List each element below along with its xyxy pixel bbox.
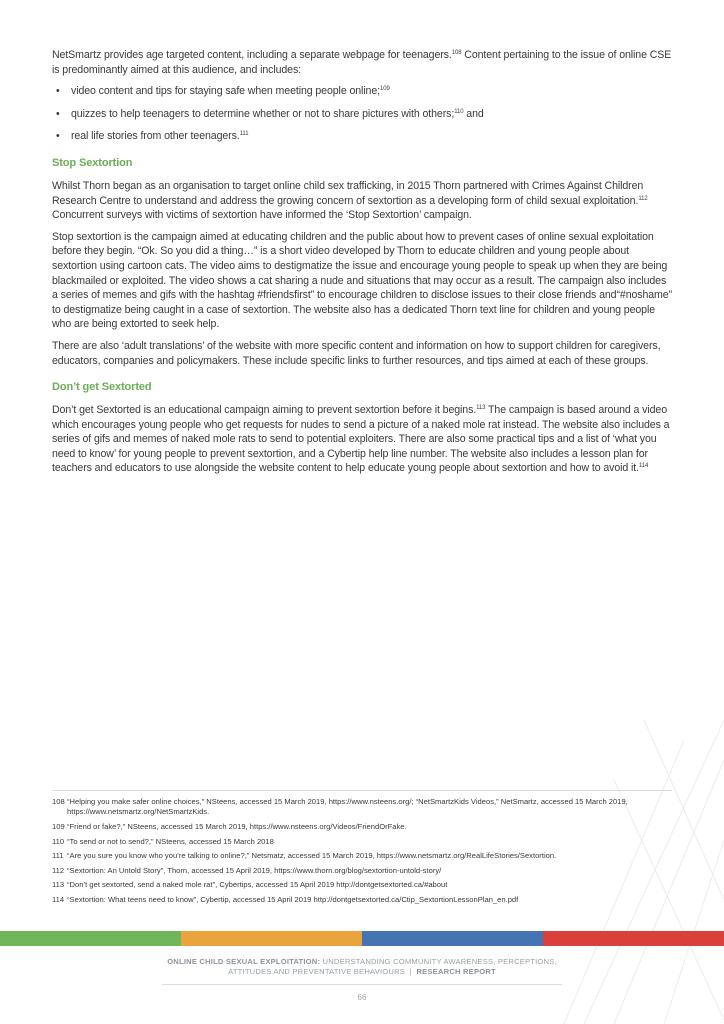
paragraph: Don’t get Sextorted is an educational campaign aiming to prevent sextortion before it begins.$^{113}$ The campaign is based around a video which encourages young people who get requests for nudes to send a picture of a naked mole rat instead. The website also includes a series of gifs and memes of naked mole rats to send to potential exploiters. There are also some practical tips and a list of ‘what you need to know’ for young people to prevent sextortion, and a Cybertip help line number. The website also includes a lesson plan for teachers and educators to use alongside the website content to help educate young people about sextortion and how to avoid it.$^{114}$ bbox=[52, 404, 670, 475]
running-footer: ONLINE CHILD SEXUAL EXPLOITATION: UNDERSTANDING COMMUNITY AWARENESS, PERCEPTIONS, ATTITUDES AND PREVENTATIVE BEHAVIOURS | RESEARCH REPORT bbox=[167, 957, 557, 976]
color-bar-green bbox=[0, 931, 181, 946]
page-number: 66 bbox=[357, 993, 367, 1002]
color-bar-blue bbox=[362, 931, 543, 946]
main-content bbox=[52, 48, 672, 483]
list-item: • real life stories from other teenagers.$^{111}$ bbox=[52, 129, 672, 144]
section-heading-dont-get-sextorted: Don’t get Sextorted bbox=[52, 381, 152, 394]
footnote: 109 “Friend or fake?,” NSteens, accessed 15 March 2019, https://www.nsteens.org/Videos/FriendOrFake. bbox=[52, 822, 407, 831]
list-item: • quizzes to help teenagers to determine whether or not to share pictures with others;$^{110}$ and bbox=[52, 107, 672, 122]
color-bar bbox=[0, 931, 724, 946]
paragraph: There are also ‘adult translations’ of the website with more specific content and information on how to support children for caregivers, educators, companies and policymakers. These include specific links to further resources, and tips aimed at each of these groups. bbox=[52, 339, 661, 367]
footnote: 111 “Are you sure you know who you’re talking to online?,” Netsmatz, accessed 15 March 2019, https://www.netsmartz.org/RealLifeStories/Sextortion. bbox=[52, 851, 557, 861]
color-bar-red bbox=[543, 931, 724, 946]
footnote: 113 “Don’t get sextorted, send a naked mole rat”, Cybertips, accessed 15 April 2019 http://dontgetsextorted.ca/#about bbox=[52, 880, 448, 890]
footnote: 114 “Sextortion: What teens need to know”, Cybertip, accessed 15 April 2019 http://dontgetsextorted.ca/Ctip_SextortionLessonPlan_en.pdf bbox=[52, 894, 519, 904]
color-bar-orange bbox=[181, 931, 362, 946]
feature-list bbox=[52, 84, 672, 144]
list-item: • video content and tips for staying safe when meeting people online;$^{109}$ bbox=[52, 84, 672, 99]
paragraph: Whilst Thorn began as an organisation to target online child sex trafficking, in 2015 Thorn partnered with Crimes Against Children Research Centre to understand and address the growing concern of sextortion as a developing form of child sexual exploitation.$^{112}$ Concurrent surveys with victims of sextortion have informed the ‘Stop Sextortion’ campaign. bbox=[52, 179, 648, 222]
footnotes bbox=[52, 790, 672, 910]
paragraph: Stop sextortion is the campaign aimed at educating children and the public about how to prevent cases of online sexual exploitation before they begin. “Ok. So you did a thing…” is a short video developed by Thorn to educate children and young people about sextortion using cartoon cats. The video aims to destigmatize the issue and encourage young people to speak up when they are being blackmailed or exploited. The video shows a cat sharing a nude and situations that may occur as a result. The campaign also includes a series of memes and gifs with the hashtag #friendsfirst” to encourage children to disclose issues to their close friends and“#noshame” to destigmatize being caught in a case of sextortion. The website also has a dedicated Thorn text line for children and young people who are being extorted to seek help. bbox=[52, 230, 672, 331]
footnote: 108 “Helping you make safer online choices,” NSteens, accessed 15 March 2019, https://www.nsteens.org/; “NetSmartzKids Videos,” NetSmartz, accessed 15 March 2019, https://www.netsmartz.org/NetSmartzKids. bbox=[52, 797, 628, 817]
footnote: 112 “Sextortion: An Untold Story”, Thorn, accessed 15 April 2019, https://www.thorn.org/blog/sextortion-untold-story/ bbox=[52, 865, 442, 875]
section-heading-stop-sextortion: Stop Sextortion bbox=[52, 156, 133, 169]
footnote: 110 “To send or not to send?,” NSteens, accessed 15 March 2018 bbox=[52, 836, 274, 846]
intro-paragraph: NetSmartz provides age targeted content, including a separate webpage for teenagers.$^{108}$ Content pertaining to the issue of online CSE is predominantly aimed at this audience, and includes: bbox=[52, 49, 672, 76]
footer-divider bbox=[162, 984, 562, 985]
